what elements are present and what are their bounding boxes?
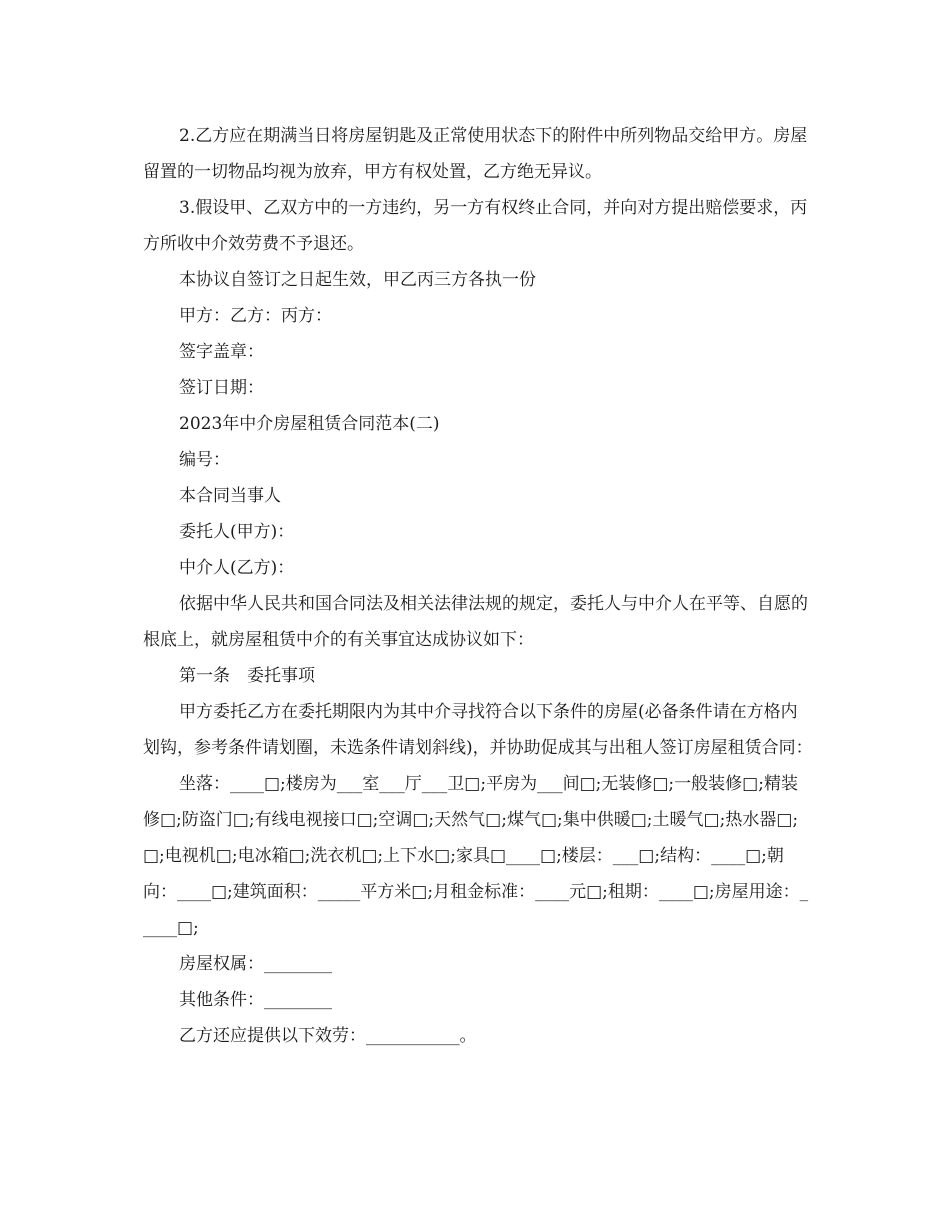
paragraph-commission: 甲方委托乙方在委托期限内为其中介寻找符合以下条件的房屋(必备条件请在方格内划钩，参考条件请划圈，未选条件请划斜线)，并协助促成其与出租人签订房屋租赁合同： [143, 702, 813, 758]
paragraph-other-conditions: 其他条件：________ [179, 990, 332, 1010]
paragraph-services: 乙方还应提供以下效劳：___________。 [179, 1026, 477, 1046]
paragraph-ownership: 房屋权属：________ [179, 954, 332, 974]
section-title: 2023年中介房屋租赁合同范本(二) [179, 414, 440, 434]
paragraph-signature: 签字盖章： [179, 342, 264, 362]
paragraph-contract-parties: 本合同当事人 [179, 486, 281, 506]
document-body [143, 118, 833, 1054]
paragraph-clause-3: 3.假设甲、乙双方中的一方违约，另一方有权终止合同，并向对方提出赔偿要求，丙方所收中介效劳费不予退还。 [143, 198, 808, 254]
paragraph-parties: 甲方：乙方：丙方： [179, 306, 332, 326]
paragraph-client: 委托人(甲方)： [179, 522, 295, 542]
paragraph-number: 编号： [179, 450, 230, 470]
paragraph-basis: 依据中华人民共和国合同法及相关法律法规的规定，委托人与中介人在平等、自愿的根底上，就房屋租赁中介的有关事宜达成协议如下： [143, 594, 808, 650]
paragraph-effective: 本协议自签订之日起生效，甲乙丙三方各执一份 [179, 270, 536, 290]
paragraph-conditions: 坐落：____□;楼房为___室___厅___卫□;平房为___间□;无装修□;一般装修□;精装修□;防盗门□;有线电视接口□;空调□;天然气□;煤气□;集中供暖□;土暖气□;热水器□; □;电视机□;电冰箱□;洗衣机□;上下水□;家具□____□;楼层：___□;结构：____□;朝向：____□;建筑面积：_____平方米□;月租金标准：____元□;租期：____□;房屋用途：_____□; [143, 774, 833, 938]
paragraph-sign-date: 签订日期： [179, 378, 264, 398]
paragraph-agent: 中介人(乙方)： [179, 558, 295, 578]
paragraph-clause-2: 2.乙方应在期满当日将房屋钥匙及正常使用状态下的附件中所列物品交给甲方。房屋留置的一切物品均视为放弃，甲方有权处置，乙方绝无异议。 [143, 126, 808, 182]
article-1-heading: 第一条 委托事项 [179, 666, 315, 686]
